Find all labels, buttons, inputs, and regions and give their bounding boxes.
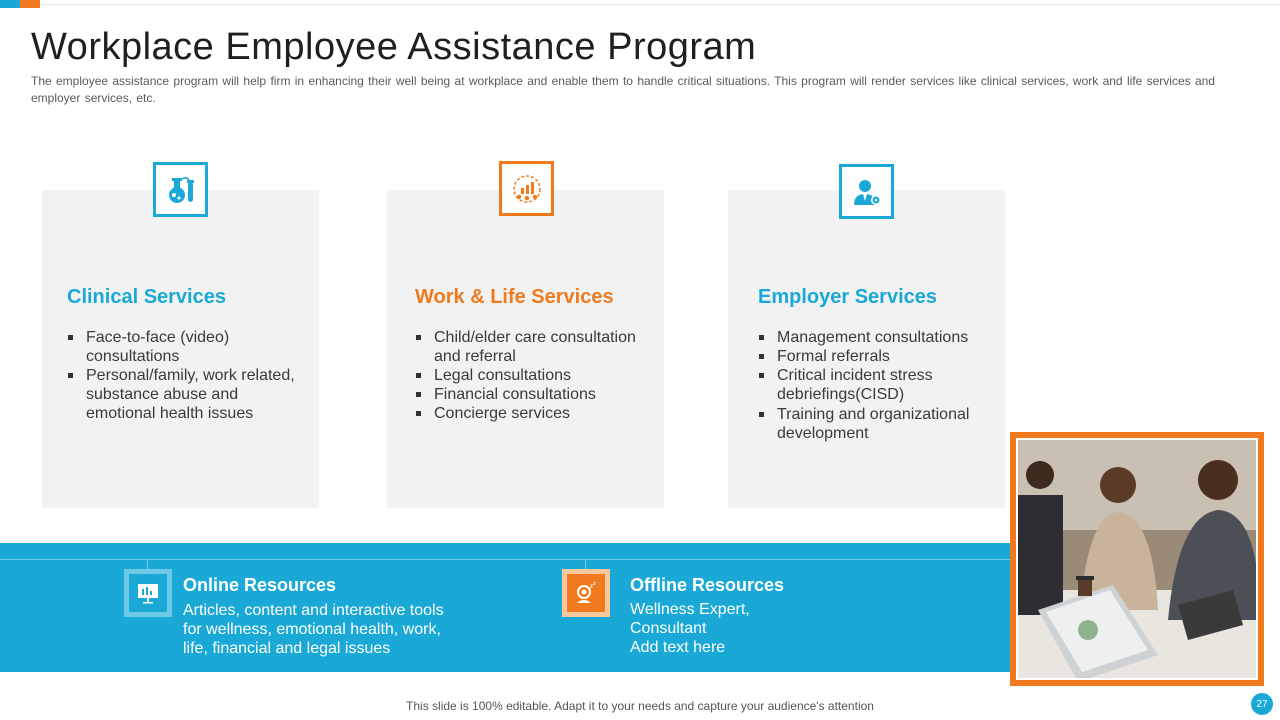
top-divider xyxy=(40,4,1280,5)
list-item: Critical incident stress debriefings(CISD) xyxy=(758,366,986,404)
presentation-board-icon xyxy=(124,569,172,617)
clinical-services-list xyxy=(67,328,302,423)
corner-accent-blue xyxy=(0,0,20,8)
list-item: Concierge services xyxy=(415,404,650,423)
corner-accent-orange xyxy=(20,0,40,8)
team-photo-frame xyxy=(1010,432,1264,686)
team-meeting-photo xyxy=(1018,440,1256,678)
list-item: Personal/family, work related, substance abuse and emotional health issues xyxy=(67,366,302,423)
band-divider xyxy=(0,559,1011,560)
list-item: Formal referrals xyxy=(758,347,986,366)
list-item: Child/elder care consultation and referral xyxy=(415,328,650,366)
offline-resources-title: Offline Resources xyxy=(630,575,785,595)
page-subtitle: The employee assistance program will help firm in enhancing their well being at workplace and enable them to handle critical situations. This program will render services like clinical services, work and life services and employer services, etc. xyxy=(31,74,1215,105)
online-resources-title: Online Resources xyxy=(183,575,337,595)
offline-resources-text: Wellness Expert, Consultant Add text here xyxy=(630,601,750,656)
employer-profile-icon xyxy=(839,164,894,219)
card-title-clinical: Clinical Services xyxy=(67,286,226,308)
online-resources-text: Articles, content and interactive tools for wellness, emotional health, work, life, financial and legal issues xyxy=(183,602,444,657)
work-life-services-list xyxy=(415,328,650,423)
card-title-employer: Employer Services xyxy=(758,286,937,308)
list-item: Legal consultations xyxy=(415,366,650,385)
list-item: Financial consultations xyxy=(415,385,650,404)
lab-flask-icon xyxy=(153,162,208,217)
employer-services-list xyxy=(758,328,986,443)
svg-text:z: z xyxy=(593,581,596,587)
list-item: Training and organizational development xyxy=(758,405,986,443)
team-growth-icon xyxy=(499,161,554,216)
footer-note: This slide is 100% editable. Adapt it to your needs and capture your audience's attention xyxy=(406,699,874,713)
list-item: Face-to-face (video) consultations xyxy=(67,328,302,366)
page-number-badge: 27 xyxy=(1251,693,1273,715)
svg-text:z: z xyxy=(590,584,593,590)
card-title-work-life: Work & Life Services xyxy=(415,286,614,308)
page-title: Workplace Employee Assistance Program xyxy=(31,26,757,68)
list-item: Management consultations xyxy=(758,328,986,347)
wellness-expert-icon xyxy=(562,569,610,617)
